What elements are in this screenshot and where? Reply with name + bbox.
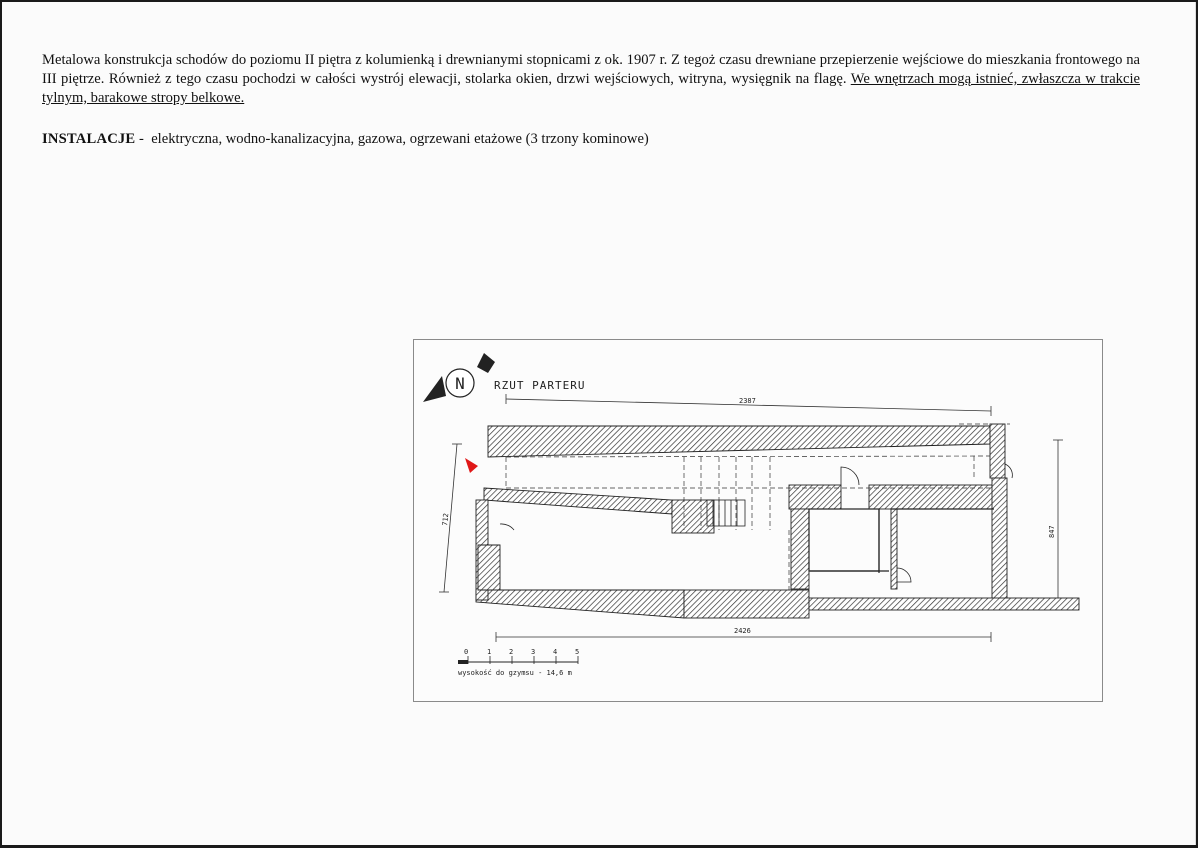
description-underlined-text: We wnętrzach mogą istnieć, zwłaszcza w trakcie tylnym, barakowe stropy belkowe. bbox=[42, 71, 1140, 106]
scale-tick-1: 1 bbox=[487, 648, 492, 656]
dim-left-label: 712 bbox=[441, 512, 451, 527]
dim-right-label: 847 bbox=[1048, 525, 1056, 538]
scale-tick-3: 3 bbox=[531, 648, 536, 656]
scale-tick-5: 5 bbox=[575, 648, 580, 656]
dimension-right bbox=[1048, 440, 1063, 608]
scale-tick-0: 0 bbox=[464, 648, 469, 656]
dimension-top bbox=[506, 394, 991, 416]
dim-top-label: 2387 bbox=[739, 397, 756, 405]
floor-plan-figure bbox=[413, 339, 1103, 702]
dimension-left bbox=[439, 444, 462, 592]
scale-caption: wysokość do gzymsu - 14,6 m bbox=[458, 669, 572, 677]
description-text: Metalowa konstrukcja schodów do poziomu II piętra z kolumienką i drewnianymi stopnicami z ok. 1907 r. Z tegoż czasu drewniane przepierzenie wejściowe do mieszkania frontowego na III piętrze. Również z tego czasu pochodzi w całości wystrój elewacji, stolarka okien, drzwi wejściowych, witryna, wysięgnik na flagę. bbox=[42, 52, 1140, 87]
plan-walls bbox=[476, 424, 1079, 618]
installations-text: elektryczna, wodno-kanalizacyjna, gazowa, ogrzewani etażowe (3 trzony kominowe) bbox=[151, 131, 649, 147]
dim-bottom-label: 2426 bbox=[734, 627, 751, 635]
installations-heading: INSTALACJE bbox=[42, 131, 136, 147]
plan-title: RZUT PARTERU bbox=[494, 379, 586, 392]
compass-icon bbox=[423, 353, 495, 402]
north-letter: N bbox=[455, 374, 465, 393]
location-marker-icon bbox=[465, 458, 478, 473]
dimension-bottom bbox=[496, 627, 991, 642]
plan-doors bbox=[500, 464, 1012, 582]
scale-tick-2: 2 bbox=[509, 648, 514, 656]
document-page bbox=[2, 2, 1196, 845]
scale-tick-4: 4 bbox=[553, 648, 558, 656]
description-paragraph bbox=[42, 51, 1140, 108]
staircase bbox=[707, 500, 745, 526]
floor-plan-drawing bbox=[414, 340, 1102, 701]
scale-bar bbox=[458, 648, 579, 677]
installations-separator: - bbox=[139, 131, 144, 147]
plan-rooms bbox=[809, 509, 994, 573]
installations-line bbox=[42, 131, 649, 148]
